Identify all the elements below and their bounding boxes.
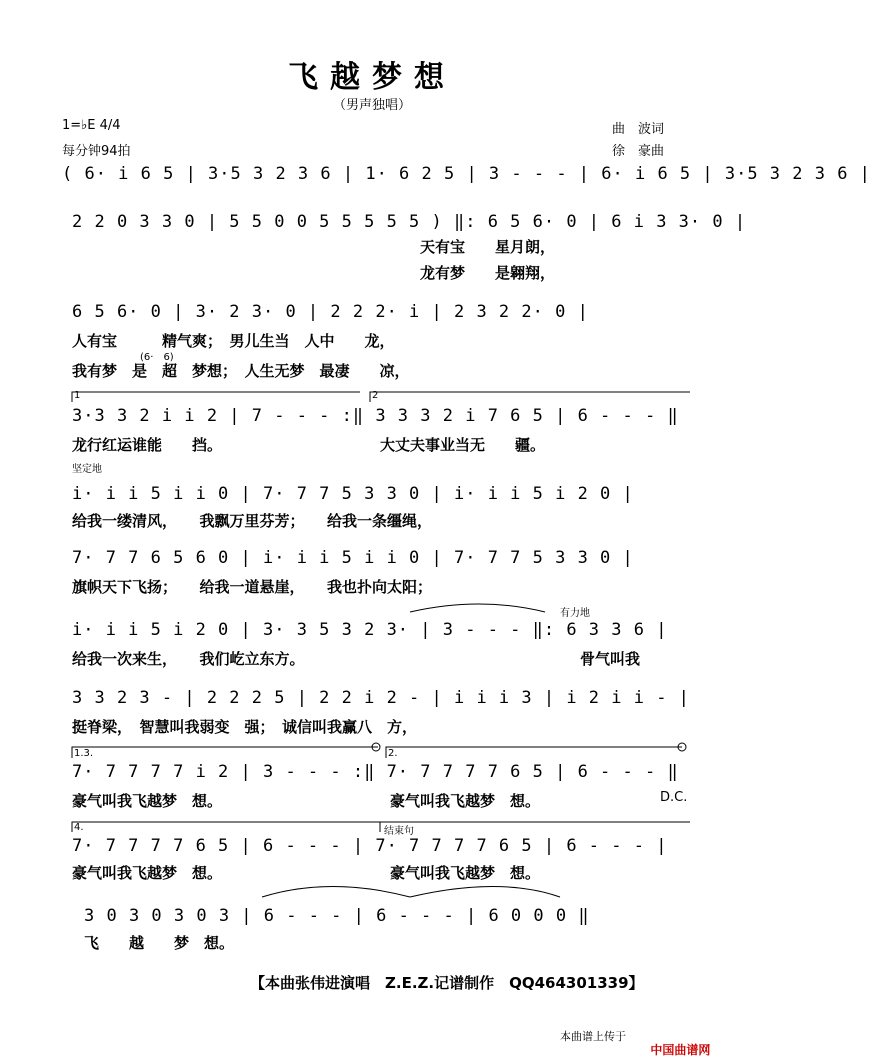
slur <box>262 887 410 898</box>
volta-label-13: 1.3. <box>74 748 94 759</box>
expression-ending: 结束句 <box>384 826 414 837</box>
tempo-marking: 每分钟94拍 <box>62 144 131 159</box>
volta-label-4: 4. <box>74 822 84 833</box>
lyricist-credit: 曲 波词 <box>612 122 665 137</box>
notation-row-3: 6 5 6· 0 | 3· 2 3· 0 | 2 2 2· i | 2 3 2 2· 0 | <box>72 302 589 322</box>
lyrics-row-3b: 我有梦 是 超 梦想； 人生无梦 最凄 凉， <box>72 362 410 380</box>
volta-bracket-4 <box>72 822 380 832</box>
dc-marking: D.C. <box>660 790 688 805</box>
song-subtitle: （男声独唱） <box>332 98 411 113</box>
lyrics-row-10a: 豪气叫我飞越梦 想。 <box>72 864 223 882</box>
lyrics-row-10b: 豪气叫我飞越梦 想。 <box>390 864 541 882</box>
notation-row-2: 2 2 0 3 3 0 | 5 5 0 0 5 5 5 5 5 ) ‖: 6 5 6· 0 | 6 i 3 3· 0 | <box>72 212 747 232</box>
notation-row-1: ( 6· i 6 5 | 3·5 3 2 3 6 | 1· 6 2 5 | 3 - - - | 6· i 6 5 | 3·5 3 2 3 6 | <box>62 164 871 184</box>
volta-bracket-13 <box>72 747 378 758</box>
lyrics-row-4a: 龙行红运谁能 挡。 <box>72 436 223 454</box>
composer-credit: 徐 豪曲 <box>612 144 665 159</box>
site-logo-text: 中国曲谱网 <box>650 1043 711 1057</box>
lyrics-row-8: 挺脊梁， 智慧叫我弱变 强； 诚信叫我赢八 方， <box>72 718 418 736</box>
alt-notes: (6· 6) <box>140 352 174 363</box>
footer-credits: 【本曲张伟进演唱 Z.E.Z.记谱制作 QQ464301339】 <box>250 974 644 992</box>
notation-row-9: 7· 7 7 7 7 i 2 | 3 - - - :‖ 7· 7 7 7 7 6 5 | 6 - - - ‖ <box>72 762 679 782</box>
lyrics-verse-1: 天有宝 星月朗， <box>420 238 556 256</box>
lyrics-row-9a: 豪气叫我飞越梦 想。 <box>72 792 223 810</box>
slur <box>410 604 545 612</box>
lyrics-row-7a: 给我一次来生， 我们屹立东方。 <box>72 650 305 668</box>
upload-note: 本曲谱上传于 <box>560 1030 626 1043</box>
volta-bracket-1 <box>72 392 360 402</box>
lyrics-row-9b: 豪气叫我飞越梦 想。 <box>390 792 541 810</box>
volta-label-2b: 2. <box>388 748 398 759</box>
notation-row-11: 3 0 3 0 3 0 3 | 6 - - - | 6 - - - | 6 0 0 0 ‖ <box>84 906 590 926</box>
lyrics-row-4b: 大丈夫事业当无 疆。 <box>380 436 546 454</box>
lyrics-row-11: 飞 越 梦 想。 <box>84 934 235 952</box>
lyrics-row-5: 给我一缕清风， 我飘万里芬芳； 给我一条缰绳， <box>72 512 433 530</box>
lyrics-row-6: 旗帜天下飞扬； 给我一道悬崖， 我也扑向太阳； <box>72 578 433 596</box>
site-logo[interactable] <box>642 1027 710 1058</box>
expression-steady: 坚定地 <box>72 464 102 475</box>
volta-label-2: 2 <box>372 390 379 401</box>
volta-bracket-2 <box>370 392 690 402</box>
notation-row-10: 7· 7 7 7 7 6 5 | 6 - - - | 7· 7 7 7 7 6 5 | 6 - - - | <box>72 836 668 856</box>
volta-bracket-2b <box>386 747 682 758</box>
notation-row-8: 3 3 2 3 - | 2 2 2 5 | 2 2 i 2 - | i i i 3 | i 2 i i - | <box>72 688 690 708</box>
song-title: 飞越梦想 <box>288 60 456 95</box>
lyrics-row-7b: 骨气叫我 <box>580 650 641 668</box>
notation-row-5: i· i i 5 i i 0 | 7· 7 7 5 3 3 0 | i· i i 5 i 2 0 | <box>72 484 634 504</box>
lyrics-verse-2: 龙有梦 是翱翔， <box>420 264 556 282</box>
volta-label-1: 1 <box>74 390 81 401</box>
key-signature: 1=♭E 4/4 <box>62 118 121 133</box>
lyrics-row-3a: 人有宝 精气爽； 男儿生当 人中 龙， <box>72 332 395 350</box>
ending-bracket <box>380 822 690 832</box>
expression-forceful: 有力地 <box>560 608 590 619</box>
notation-row-6: 7· 7 7 6 5 6 0 | i· i i 5 i i 0 | 7· 7 7 5 3 3 0 | <box>72 548 634 568</box>
notation-row-7: i· i i 5 i 2 0 | 3· 3 5 3 2 3· | 3 - - - ‖: 6 3 3 6 | <box>72 620 668 640</box>
notation-row-4: 3·3 3 2 i i 2 | 7 - - - :‖ 3 3 3 2 i 7 6 5 | 6 - - - ‖ <box>72 406 679 426</box>
slur <box>410 887 560 898</box>
